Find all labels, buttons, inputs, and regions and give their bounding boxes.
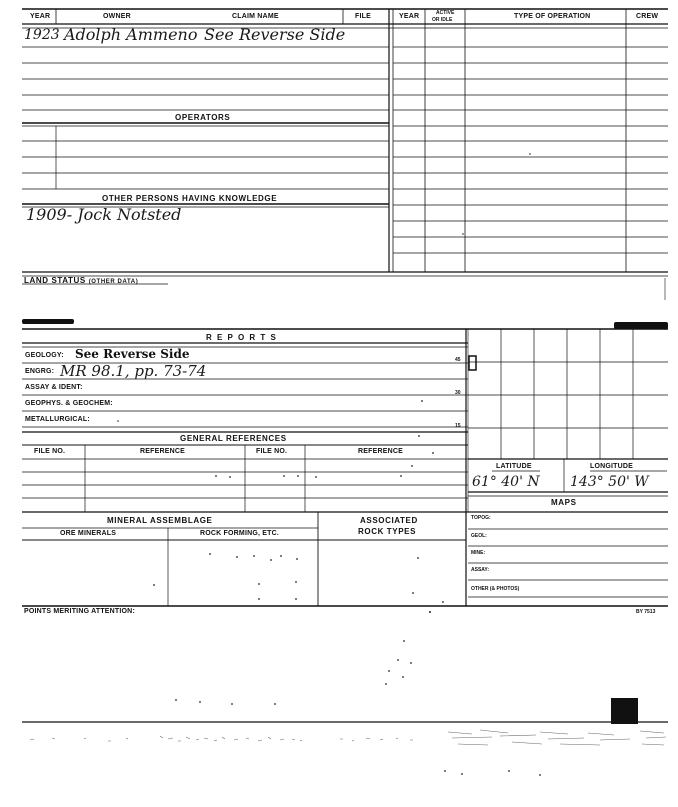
geology-value: See Reverse Side <box>75 347 190 361</box>
other-persons-label: OTHER PERSONS HAVING KNOWLEDGE <box>102 194 278 203</box>
longitude-label: LONGITUDE <box>590 463 634 470</box>
header-file: FILE <box>355 13 371 20</box>
maps-mine: MINE: <box>471 550 486 556</box>
other-persons-entry: 1909- Jock Notsted <box>26 205 182 224</box>
header-year-2: YEAR <box>399 13 420 20</box>
entry-owner: Adolph Ammeno <box>64 25 198 44</box>
mineral-assemblage-title: MINERAL ASSEMBLAGE <box>107 516 213 525</box>
engrg-label: ENGRG: <box>25 368 55 375</box>
assay-ident-label: ASSAY & IDENT: <box>25 384 83 391</box>
associated-label: ASSOCIATED <box>360 516 418 525</box>
maps-topog: TOPOG: <box>471 515 491 521</box>
header-active: ACTIVE <box>436 10 455 16</box>
points-meriting-attention-label: POINTS MERITING ATTENTION: <box>24 608 135 615</box>
geology-label: GEOLOGY: <box>25 352 64 359</box>
operators-label: OPERATORS <box>175 113 231 122</box>
land-status-label: LAND STATUS (OTHER DATA) <box>24 276 139 285</box>
header-year: YEAR <box>30 13 51 20</box>
maps-title: MAPS <box>551 498 577 507</box>
entry-year: 1923 <box>24 27 60 43</box>
ref-file-no-1: FILE NO. <box>34 448 66 455</box>
latitude-label: LATITUDE <box>496 463 532 470</box>
header-crew: CREW <box>636 13 659 20</box>
longitude-value: 143° 50' W <box>570 474 649 490</box>
header-claim-name: CLAIM NAME <box>232 13 279 20</box>
mark-30: 30 <box>455 390 461 396</box>
ref-file-no-2: FILE NO. <box>256 448 288 455</box>
maps-other: OTHER (& PHOTOS) <box>471 586 520 592</box>
mark-15: 15 <box>455 423 461 429</box>
maps-assay: ASSAY: <box>471 567 490 573</box>
rock-forming-label: ROCK FORMING, ETC. <box>200 530 280 537</box>
header-owner: OWNER <box>103 13 131 20</box>
geophys-geochem-label: GEOPHYS. & GEOCHEM: <box>25 400 113 407</box>
header-or-idle: OR IDLE <box>432 17 453 23</box>
ore-minerals-label: ORE MINERALS <box>60 530 117 537</box>
metallurgical-label: METALLURGICAL: <box>25 416 90 423</box>
reports-title: R E P O R T S <box>206 333 278 342</box>
ref-reference-1: REFERENCE <box>140 448 185 455</box>
mark-45: 45 <box>455 357 461 363</box>
entry-claim-name: See Reverse Side <box>204 25 346 44</box>
general-references-title: GENERAL REFERENCES <box>180 434 287 443</box>
header-type-of-operation: TYPE OF OPERATION <box>514 13 591 20</box>
ref-reference-2: REFERENCE <box>358 448 403 455</box>
rock-types-label: ROCK TYPES <box>358 527 417 536</box>
maps-geol: GEOL: <box>471 533 487 539</box>
form-number: BY 7513 <box>636 609 656 615</box>
latitude-value: 61° 40' N <box>472 474 540 490</box>
engrg-value: MR 98.1, pp. 73-74 <box>60 362 207 380</box>
